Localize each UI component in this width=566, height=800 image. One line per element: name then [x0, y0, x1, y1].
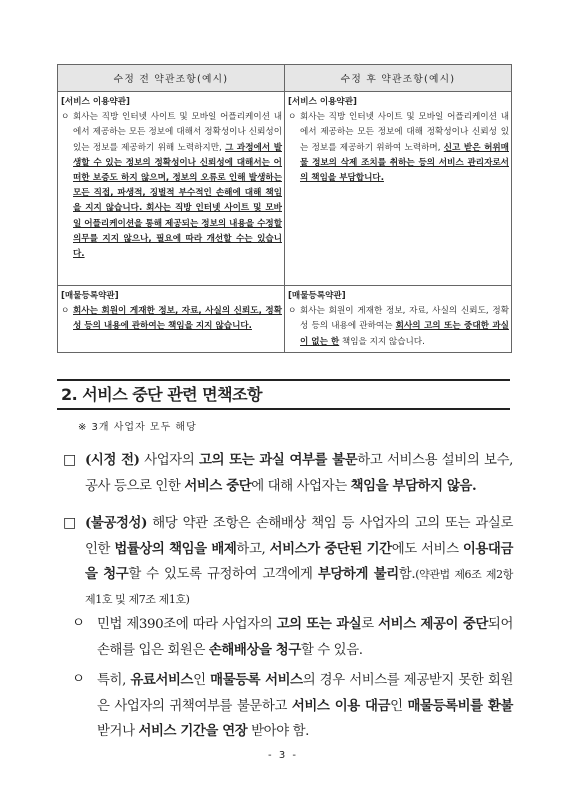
clause-text: 회사는 직방 인터넷 사이트 및 모바일 어플리케이션 내에서 제공하는 모든 정보에 대해서 정확성이나 신뢰성이 있는 정보를 제공하기 위해 노력하지만,	[73, 112, 282, 153]
section-label: [매물등록약관]	[61, 291, 119, 301]
section-label: [매물등록약관]	[288, 291, 346, 301]
checkbox-bullet: □	[63, 452, 76, 468]
checkbox-bullet: □	[63, 515, 76, 531]
header-before: 수정 전 약관조항(예시)	[58, 65, 285, 92]
cell-before-listing	[58, 286, 285, 353]
clause-text: 회사는 회원이 게재한 정보, 자료, 사실의 신뢰도, 정확성 등의 내용에 관하여는	[300, 306, 509, 332]
section-label: [서비스 이용약관]	[61, 97, 130, 107]
clause-text: 책임을 지지 않습니다.	[339, 336, 425, 347]
clause-highlight: 회사의 고의 또는 중대한 과실이 없는 한	[300, 321, 509, 347]
header-after: 수정 후 약관조항(예시)	[285, 65, 512, 92]
cell-after-service	[285, 92, 512, 286]
clause-highlight: 그 과정에서 발생할 수 있는 정보의 정확성이나 신뢰성에 대해서는 어떠한 보증도 하지 않으며, 정보의 오류로 인해 발생하는 모든 직접, 파생적, 징벌적 부수적인 손해에 대해 책임을 지지 않습니다. 회사는 직방 인터넷 사이트 및 모바일 어플리케이션을 통해 제공되는 정보의 내용을 수정할 의무를 지지 않으나, 필요에 따라 개선할 수는 있습니다.	[73, 142, 282, 260]
paragraph-before-fix: □ (시정 전) 사업자의 고의 또는 과실 여부를 불문하고 서비스용 설비의 보수, 공사 등으로 인한 서비스 중단에 대해 사업자는 책임을 부담하지 않음.	[63, 448, 513, 499]
clause-text: 회사는 직방 인터넷 사이트 및 모바일 어플리케이션 내에서 제공하는 모든 정보에 대해 정확성이나 신뢰성 있는 정보를 제공하기 위하여 노력하며,	[300, 112, 509, 153]
cell-before-service	[58, 92, 285, 286]
bullet-mark: ㅇ	[72, 672, 85, 687]
comparison-table	[57, 64, 512, 353]
clause-highlight: 회사는 회원이 게재한 정보, 자료, 사실의 신뢰도, 정확성 등의 내용에 관하여는 책임을 지지 않습니다.	[73, 306, 282, 332]
cell-after-listing	[285, 286, 512, 353]
section-note: ※ 3개 사업자 모두 해당	[78, 422, 197, 433]
bullet-mark: ㅇ	[61, 306, 70, 317]
section-label: [서비스 이용약관]	[288, 97, 357, 107]
bullet-mark: ㅇ	[288, 306, 297, 317]
page-number: - 3 -	[268, 750, 298, 761]
table-header-row	[58, 65, 512, 92]
bullet-mark: ㅇ	[72, 616, 85, 631]
clause-highlight: 신고 받은 허위매물 정보의 삭제 조치를 취하는 등의 서비스 관리자로서의 책임을 부담합니다.	[300, 142, 509, 184]
bullet-mark: ㅇ	[288, 112, 297, 123]
paragraph-paid-service: ㅇ 특히, 유료서비스인 매물등록 서비스의 경우 서비스를 제공받지 못한 회원은 사업자의 귀책여부를 불문하고 서비스 이용 대금인 매물등록비를 환불받거나 서비스 기간을 연장 받아야 함.	[72, 668, 513, 745]
paragraph-unfairness: □ (불공정성) 해당 약관 조항은 손해배상 책임 등 사업자의 고의 또는 과실로 인한 법률상의 책임을 배제하고, 서비스가 중단된 기간에도 서비스 이용대금을 청구할 수 있도록 규정하여 고객에게 부당하게 불리함.(약관법 제6조 제2항 제1호 및 제7조 제1호)	[63, 511, 513, 612]
section-heading: 2. 서비스 중단 관련 면책조항	[57, 379, 510, 410]
table-row	[58, 286, 512, 353]
paragraph-civil-law: ㅇ 민법 제390조에 따라 사업자의 고의 또는 과실로 서비스 제공이 중단되어 손해를 입은 회원은 손해배상을 청구할 수 있음.	[72, 612, 513, 663]
bullet-mark: ㅇ	[61, 112, 70, 123]
table-row	[58, 92, 512, 286]
